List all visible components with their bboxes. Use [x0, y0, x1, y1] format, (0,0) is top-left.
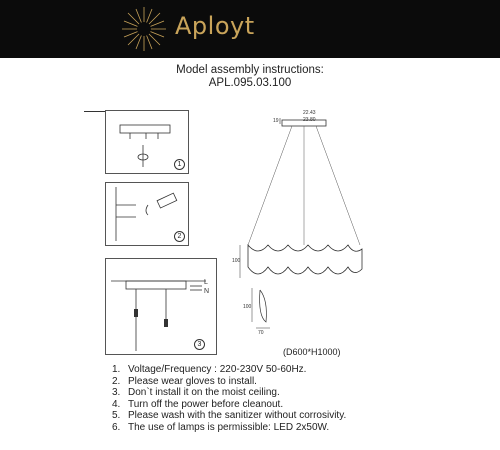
list-item: 5. Please wash with the sanitizer without corrosivity. [112, 410, 347, 422]
wire-label-l: L [204, 279, 208, 286]
leader-line [84, 111, 105, 112]
wire-label-n: N [204, 288, 210, 295]
step-2-panel [105, 182, 189, 246]
dim-top-inner: 23.80 [303, 117, 316, 123]
list-item: 1. Voltage/Frequency : 220-230V 50-60Hz. [112, 364, 307, 375]
list-item: 2. Please wear gloves to install. [112, 375, 257, 387]
dim-bar: 19 [273, 118, 279, 124]
instructions-list [112, 364, 346, 434]
dim-piece-height: 100 [243, 304, 252, 310]
sunburst-logo-icon [118, 4, 170, 54]
document-title: Model assembly instructions: [176, 64, 324, 76]
dim-top-outer: 22.43 [303, 110, 316, 116]
chandelier-drawing [230, 100, 380, 350]
step-number: 1 [174, 159, 185, 170]
step-1-panel [105, 110, 189, 174]
list-item: 3. Don`t install it on the moist ceiling. [112, 387, 280, 399]
size-label: (D600*H1000) [283, 347, 341, 357]
step-number: 2 [174, 231, 185, 242]
model-code: APL.095.03.100 [208, 77, 292, 89]
header-banner [0, 0, 500, 58]
list-item: 6. The use of lamps is permissible: LED 2x50W. [112, 421, 330, 433]
step-3-panel [105, 258, 217, 355]
list-item: 4. Turn off the power before cleanout. [112, 398, 284, 410]
dim-height: 100 [232, 258, 241, 264]
brand-logo: Aployt [175, 12, 255, 40]
step-number: 3 [194, 339, 205, 350]
dim-piece-width: 70 [258, 330, 264, 336]
